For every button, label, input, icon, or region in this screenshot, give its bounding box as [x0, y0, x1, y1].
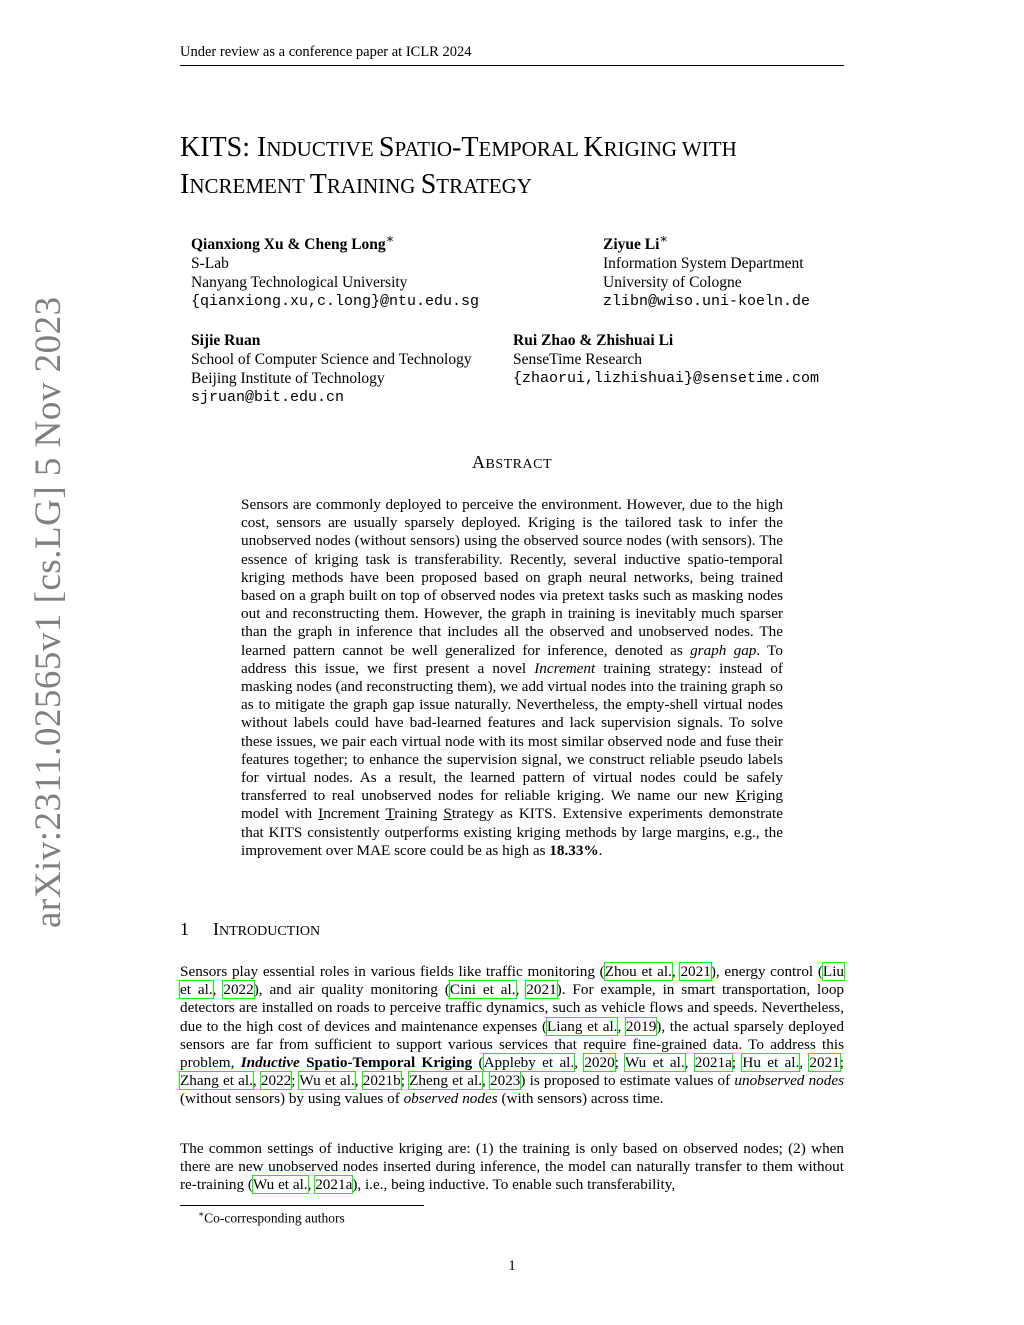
- citation-link[interactable]: Appleby et al.: [483, 1054, 575, 1072]
- title-line-1: KITS: INDUCTIVE SPATIO-TEMPORAL KRIGING WITH: [180, 132, 737, 163]
- abstract-text: Sensors are commonly deployed to perceive the environment. However, due to the high cost, sensors are usually sparsely deployed. Kriging is the tailored task to infer the unobserved nodes (without sensors) using the observed source nodes (with sensors). The essence of kriging task is transferability. Recently, several inductive spatio-temporal kriging methods have been proposed based on graph neural networks, being trained based on a graph built on top of observed nodes via pretext tasks such as masking nodes out and reconstructing them. However, the graph in training is inevitably much sparser than the graph in inference that includes all the observed and unobserved nodes. The learned pattern cannot be well generalized for inference, denoted as graph gap. To address this issue, we first present a novel Increment training strategy: instead of masking nodes (and reconstructing them), we add virtual nodes into the training graph so as to mitigate the graph gap issue naturally. Nevertheless, the empty-shell virtual nodes without labels could have bad-learned features and lack supervision signals. To solve these issues, we pair each virtual node with its most similar observed node and fuse their features together; to enhance the supervision signal, we construct reliable pseudo labels for virtual nodes. As a result, the learned pattern of virtual nodes could be safely transferred to real unobserved nodes for reliable kriging. We name our new Kriging model with Increment Training Strategy as KITS. Extensive experiments demonstrate that KITS consistently outperforms existing kriging methods by large margins, e.g., the improvement over MAE score could be as high as 18.33%.: [241, 496, 783, 859]
- paper-title: [180, 130, 860, 204]
- citation-link[interactable]: Wu et al.: [252, 1176, 308, 1194]
- citation-link[interactable]: 2020: [584, 1054, 615, 1072]
- citation-link[interactable]: 2019: [625, 1017, 657, 1035]
- citation-link[interactable]: 2021a: [315, 1176, 353, 1194]
- author-name: Qianxiong Xu & Cheng Long: [191, 236, 386, 254]
- author-name: Rui Zhao & Zhishuai Li: [513, 332, 674, 349]
- citation-link[interactable]: 2022: [260, 1072, 292, 1090]
- author-affiliation: Nanyang Technological University: [191, 274, 408, 292]
- citation-link[interactable]: Liu et al.: [180, 963, 845, 999]
- page-number: 1: [508, 1258, 516, 1274]
- footnote-divider: [180, 1205, 424, 1206]
- citation-link[interactable]: Wu et al.: [299, 1072, 355, 1090]
- citation-link[interactable]: 2021: [809, 1054, 840, 1072]
- citation-link[interactable]: 2022: [223, 981, 254, 999]
- citation-link[interactable]: Zhou et al.: [604, 963, 672, 980]
- author-email[interactable]: {zhaorui,lizhishuai}@sensetime.com: [513, 370, 820, 387]
- section-heading-introduction: 1 INTRODUCTION: [180, 919, 321, 939]
- citation-link[interactable]: 2021b: [362, 1072, 401, 1090]
- citation-link[interactable]: 2023: [490, 1072, 521, 1090]
- citation-link[interactable]: Zhang et al.: [180, 1072, 253, 1090]
- author-affiliation: S-Lab: [191, 255, 229, 273]
- author-block-1: Qianxiong Xu & Cheng Long∗ S-Lab Nanyang Technological University {qianxiong.xu,c.long}@ntu.edu.sg: [191, 231, 480, 311]
- arxiv-identifier[interactable]: arXiv:2311.02565v1 [cs.LG] 5 Nov 2023: [28, 296, 69, 928]
- author-block-2: Ziyue Li∗ Information System Department University of Cologne zlibn@wiso.uni-koeln.de: [603, 231, 811, 311]
- running-header: Under review as a conference paper at ICLR 2024: [180, 44, 844, 66]
- citation-link[interactable]: Cini et al.: [449, 981, 516, 999]
- author-name: Sijie Ruan: [191, 332, 261, 349]
- citation-link[interactable]: 2021a: [694, 1054, 732, 1072]
- citation-link[interactable]: Liang et al.: [547, 1017, 618, 1035]
- author-affiliation: University of Cologne: [603, 274, 742, 292]
- title-line-2: INCREMENT TRAINING STRATEGY: [180, 169, 532, 200]
- intro-paragraph-1: Sensors play essential roles in various fields like traffic monitoring (Zhou et al., 2021), energy control (Liu et al., 2022), and air quality monitoring (Cini et al., 2021). For example, in smart transportation, loop detectors are installed on roads to perceive traffic dynamics, such as vehicle flows and speeds. Nevertheless, due to the high cost of devices and maintenance expenses (Liang et al., 2019), the actual sparsely deployed sensors are far from sufficient to support various services that require fine-grained data. To address this problem, Inductive Spatio-Temporal Kriging (Appleby et al., 2020; Wu et al., 2021a; Hu et al., 2021; Zhang et al., 2022; Wu et al., 2021b; Zheng et al., 2023) is proposed to estimate values of unobserved nodes (without sensors) by using values of observed nodes (with sensors) across time.: [180, 963, 845, 1108]
- citation-link[interactable]: Zheng et al.: [409, 1072, 483, 1090]
- author-email[interactable]: sjruan@bit.edu.cn: [191, 389, 345, 406]
- author-affiliation: Information System Department: [603, 255, 804, 273]
- author-affiliation: Beijing Institute of Technology: [191, 370, 385, 387]
- author-block-4: [513, 331, 819, 388]
- author-name: Ziyue Li: [603, 236, 660, 254]
- footnote: ∗Co-corresponding authors: [198, 1209, 345, 1226]
- author-email[interactable]: zlibn@wiso.uni-koeln.de: [603, 293, 811, 311]
- citation-link[interactable]: Hu et al.: [742, 1054, 800, 1072]
- abstract-heading: ABSTRACT: [471, 452, 552, 472]
- author-affiliation: School of Computer Science and Technology: [191, 351, 472, 368]
- author-affiliation: SenseTime Research: [513, 351, 643, 368]
- author-email[interactable]: {qianxiong.xu,c.long}@ntu.edu.sg: [191, 293, 480, 311]
- citation-link[interactable]: 2021: [680, 963, 711, 980]
- citation-link[interactable]: 2021: [526, 981, 557, 999]
- author-block-3: [191, 331, 472, 407]
- citation-link[interactable]: Wu et al.: [624, 1054, 685, 1072]
- intro-paragraph-2: The common settings of inductive kriging are: (1) the training is only based on observed nodes; (2) when there are new unobserved nodes inserted during inference, the model can naturally transfer to them without re-training (Wu et al., 2021a), i.e., being inductive. To enable such transferability,: [180, 1140, 844, 1194]
